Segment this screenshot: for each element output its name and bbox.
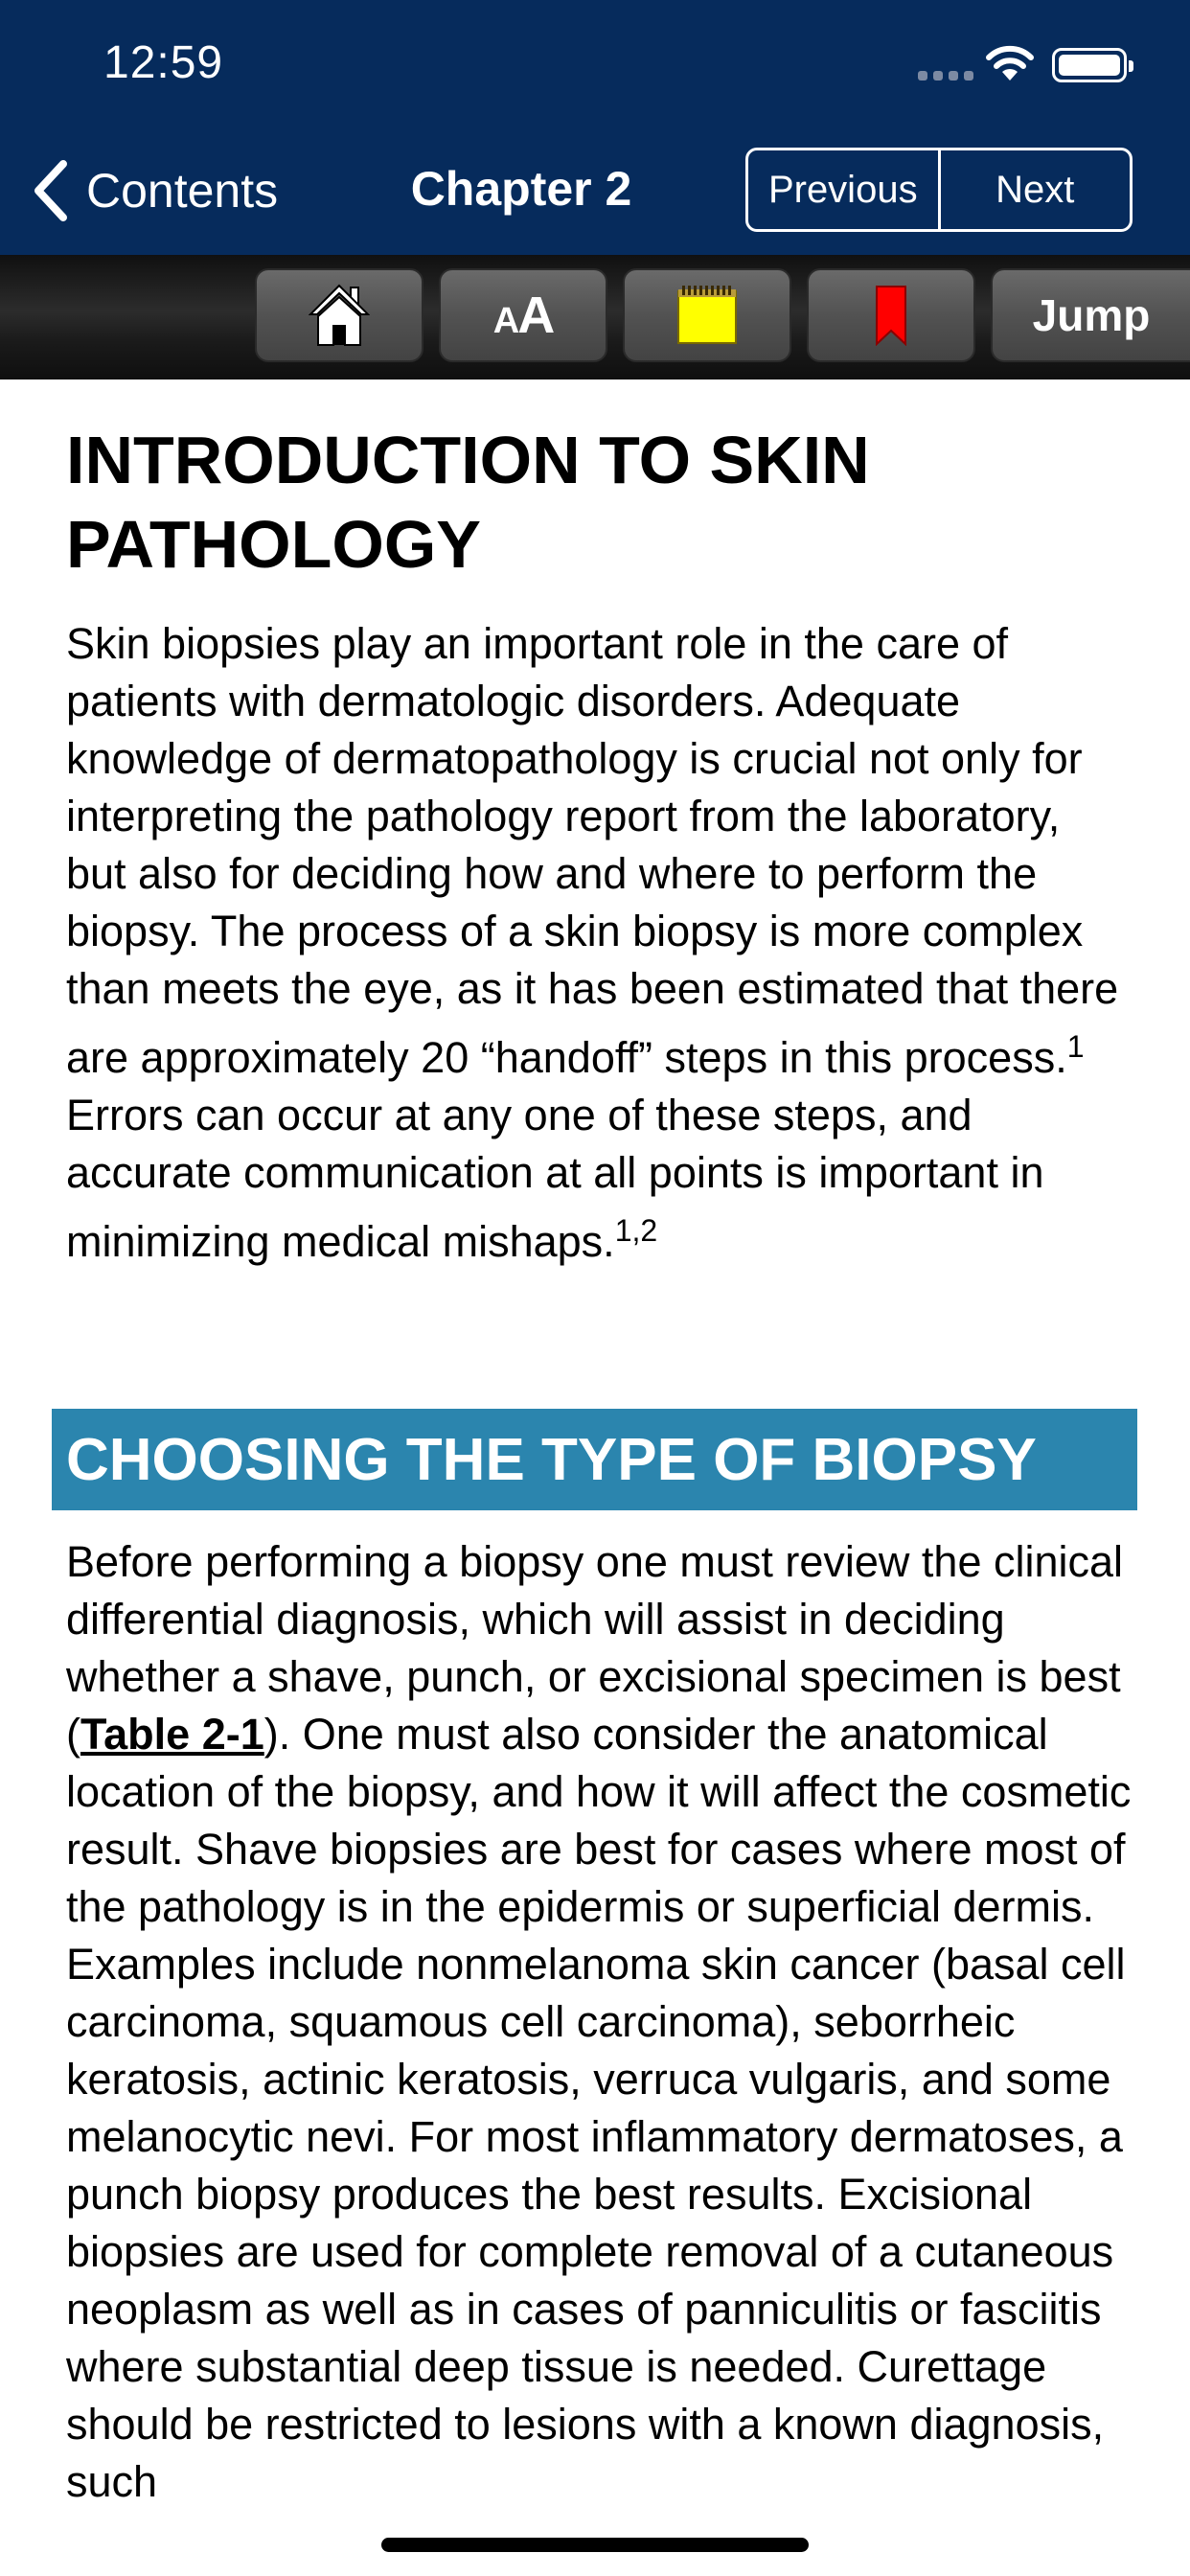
home-button[interactable] [255, 268, 423, 362]
section-heading: CHOOSING THE TYPE OF BIOPSY [52, 1409, 1137, 1510]
table-link[interactable]: Table 2-1 [80, 1710, 264, 1759]
signal-icon [918, 71, 973, 80]
previous-button[interactable]: Previous [767, 168, 918, 211]
article-content [66, 418, 1139, 1271]
reader-toolbar [0, 255, 1190, 380]
footnote-ref[interactable]: 1 [1066, 1029, 1085, 1064]
back-to-contents-button[interactable] [33, 153, 278, 228]
notepad-icon [676, 286, 738, 345]
status-time: 12:59 [103, 37, 224, 88]
section-text-part2: ). One must also consider the anatomical location of the biopsy, and how it will affect the cosmetic result. Shave biopsies are best for cases where most of the pathology is in the epidermis or superficial dermis. Examples include nonmelanoma skin cancer (basal cell carcinoma, squamous cell carcinoma), seborrheic keratosis, actinic keratosis, verruca vulgaris, and some melanocytic nevi. For most inflammatory dermatoses, a punch biopsy produces the best results. Excisional biopsies are used for complete removal of a cutaneous neoplasm as well as in cases of panniculitis or fasciitis where substantial deep tissue is needed. Curettage should be restricted to lesions with a known diagnosis, such [66, 1710, 1132, 2506]
notes-button[interactable] [623, 268, 791, 362]
navigation-bar [0, 0, 1190, 255]
home-icon [309, 284, 370, 347]
font-size-button[interactable] [439, 268, 607, 362]
chevron-left-icon [33, 160, 69, 221]
page-title: INTRODUCTION TO SKIN PATHOLOGY [66, 423, 870, 582]
intro-text-part1: Skin biopsies play an important role in the care of patients with dermatologic disorders. Adequate knowledge of dermatopathology is crucial not only for interpreting the pathology report from the laboratory, but also for deciding how and where to perform the biopsy. The process of a skin biopsy is more complex than meets the eye, as it has been estimated that there are approximately 20 “handoff” steps in this process. [66, 619, 1119, 1082]
bookmark-icon [875, 285, 907, 346]
jump-button[interactable]: Jump [991, 268, 1190, 362]
prev-next-segmented-control [745, 148, 1133, 232]
back-label: Contents [86, 164, 279, 218]
chapter-title: Chapter 2 [410, 162, 632, 216]
footnote-ref[interactable]: 1,2 [614, 1213, 658, 1248]
wifi-icon [985, 44, 1035, 82]
next-button[interactable]: Next [938, 150, 1131, 229]
battery-icon [1052, 48, 1127, 82]
section-paragraph [66, 1533, 1139, 2511]
intro-text-part2: Errors can occur at any one of these steps, and accurate communication at all points is important in minimizing medical mishaps. [66, 1091, 1044, 1266]
font-size-icon: AA [492, 287, 554, 344]
bookmark-button[interactable] [807, 268, 975, 362]
intro-paragraph [66, 615, 1130, 1271]
section-text-part1: Before performing a biopsy one must review the clinical differential diagnosis, which will assist in deciding whether a shave, punch, or excisional specimen is best ( [66, 1537, 1124, 1759]
home-indicator[interactable] [381, 2538, 809, 2552]
